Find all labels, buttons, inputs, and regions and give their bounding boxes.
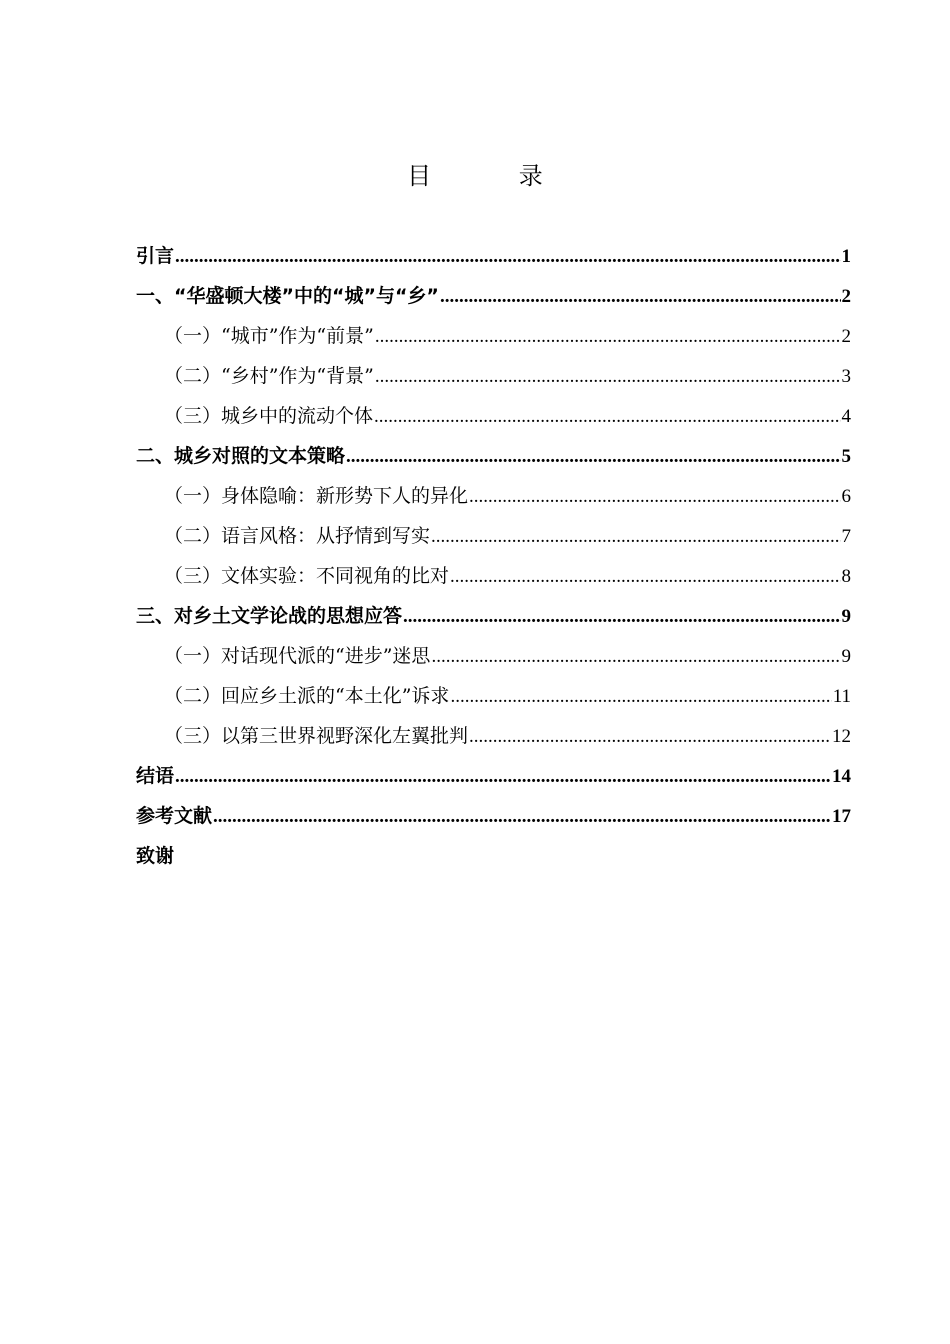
- toc-entry-page-number: 8: [841, 566, 851, 587]
- toc-entry-label: （一）“城市”作为“前景”: [164, 325, 374, 347]
- dot-leader: [440, 277, 841, 317]
- toc-entry-page-number: 11: [832, 686, 851, 707]
- toc-entry-acknowledgements[interactable]: [136, 836, 851, 876]
- dot-leader: [175, 757, 831, 797]
- dot-leader: [374, 397, 840, 437]
- toc-entry-label: 结语: [136, 765, 175, 787]
- dot-leader: [375, 357, 841, 397]
- toc-entry-page-number: 5: [841, 446, 851, 467]
- toc-entry-page-number: 1: [841, 246, 851, 267]
- dot-leader: [346, 437, 840, 477]
- toc-entry-page-number: 17: [832, 806, 851, 827]
- toc-entry-label: 致谢: [136, 845, 175, 867]
- toc-entry-conclusion[interactable]: [136, 756, 851, 796]
- page-title: 目 录: [407, 162, 583, 190]
- toc-entry-chapter-2[interactable]: [136, 436, 851, 476]
- dot-leader: [450, 557, 840, 597]
- toc-entry-label: （一）对话现代派的“进步”迷思: [164, 645, 431, 667]
- toc-entry-label: （二）回应乡土派的“本土化”诉求: [164, 685, 450, 707]
- toc-entry-page-number: 2: [841, 326, 851, 347]
- dot-leader: [403, 597, 840, 637]
- toc-entry-page-number: 7: [841, 526, 851, 547]
- toc-entry-page-number: 14: [832, 766, 851, 787]
- dot-leader: [213, 797, 831, 837]
- toc-entry-label: 三、对乡土文学论战的思想应答: [136, 605, 403, 627]
- dot-leader: [469, 477, 840, 517]
- toc-entry-page-number: 2: [841, 286, 851, 307]
- toc-entry-label: 引言: [136, 245, 175, 267]
- toc-entry-section-2-2[interactable]: [136, 516, 851, 556]
- toc-entry-references[interactable]: [136, 796, 851, 836]
- toc-entry-page-number: 6: [841, 486, 851, 507]
- toc-entry-section-3-3[interactable]: [136, 716, 851, 756]
- toc-entry-label: （二）“乡村”作为“背景”: [164, 365, 374, 387]
- toc-entry-label: （二）语言风格：从抒情到写实: [164, 525, 431, 547]
- dot-leader: [375, 317, 841, 357]
- dot-leader: [469, 717, 831, 757]
- toc-entry-section-2-3[interactable]: [136, 556, 851, 596]
- dot-leader: [431, 637, 840, 677]
- toc-entry-section-3-1[interactable]: [136, 636, 851, 676]
- toc-entry-page-number: 3: [841, 366, 851, 387]
- toc-entry-chapter-1[interactable]: [136, 276, 851, 316]
- toc-entry-section-1-2[interactable]: [136, 356, 851, 396]
- toc-entry-introduction[interactable]: [136, 236, 851, 276]
- dot-leader: [175, 237, 840, 277]
- toc-entry-section-2-1[interactable]: [136, 476, 851, 516]
- toc-entry-page-number: 9: [841, 606, 851, 627]
- toc-entry-page-number: 12: [832, 726, 851, 747]
- toc-entry-section-3-2[interactable]: [136, 676, 851, 716]
- dot-leader: [431, 517, 840, 557]
- toc-entry-label: （三）文体实验：不同视角的比对: [164, 565, 450, 587]
- toc-entry-chapter-3[interactable]: [136, 596, 851, 636]
- toc-entry-label: 一、“华盛顿大楼”中的“城”与“乡”: [136, 285, 439, 307]
- toc-entry-label: （三）以第三世界视野深化左翼批判: [164, 725, 469, 747]
- toc-entry-page-number: 9: [841, 646, 851, 667]
- table-of-contents: [136, 236, 851, 876]
- dot-leader: [450, 677, 831, 717]
- toc-entry-label: （三）城乡中的流动个体: [164, 405, 374, 427]
- toc-entry-label: 二、城乡对照的文本策略: [136, 445, 346, 467]
- toc-entry-label: 参考文献: [136, 805, 213, 827]
- toc-entry-page-number: 4: [841, 406, 851, 427]
- toc-entry-section-1-1[interactable]: [136, 316, 851, 356]
- toc-entry-section-1-3[interactable]: [136, 396, 851, 436]
- toc-entry-label: （一）身体隐喻：新形势下人的异化: [164, 485, 469, 507]
